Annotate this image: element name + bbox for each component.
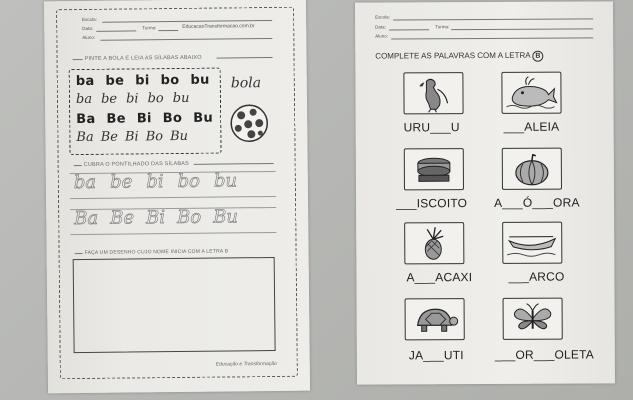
syllable: bo [160,72,180,89]
picture-boat [502,222,562,264]
syllable-upper: Ba [76,111,96,128]
picture-turtle [405,298,465,340]
right-worksheet [355,1,615,384]
instruction-text: COMPLETE AS PALAVRAS COM A LETRA [375,50,531,61]
turma-label: Turma: [435,24,450,30]
syllable-cursive: bo [147,91,164,107]
trace-syllable[interactable]: bi [146,171,164,193]
trace-syllable[interactable]: bo [177,170,201,192]
syllable-cursive: ba [75,91,93,108]
syllable-cursive-upper: Be [100,129,119,145]
syllable: be [105,73,125,89]
word-abacaxi[interactable]: A___ACAXI [406,270,473,285]
instruction-trace: CUBRA O PONTILHADO DAS SÍLABAS [83,160,190,168]
word-borboleta[interactable]: ___OR___OLETA [494,347,594,362]
syllable: ba [75,73,95,90]
syllable-cursive: bi [125,91,139,107]
ball-icon [229,103,269,143]
instruction-draw: FAÇA UM DESENHO CUJO NOME INICIA COM A LETRA B [84,248,229,256]
trace-syllable-upper[interactable]: Bo [176,206,202,228]
picture-pumpkin [502,148,562,190]
trace-syllable[interactable]: ba [73,171,97,194]
instruction-paint-read: PINTE A BOLA E LEIA AS SÍLABAS ABAIXO [84,54,202,62]
instruction-letter-badge: B [532,51,543,62]
syllable-upper: Be [106,111,126,127]
syllable-upper: Bi [136,111,152,127]
trace-syllable[interactable]: be [110,171,133,193]
turma-label: Turma: [142,25,157,31]
left-worksheet [44,0,310,393]
aluno-label: Aluno: [375,33,388,39]
syllable-cursive-upper: Ba [76,129,94,146]
word-baleia[interactable]: ___ALEIA [503,119,560,134]
syllable-cursive: be [100,91,118,107]
syllables-box [69,68,222,156]
escola-label: Escola: [82,16,97,22]
footer-credit: Educação e Transformação [215,360,277,368]
word-abobora[interactable]: A___Ó___ORA [494,195,580,210]
syllable-cursive: bu [172,90,190,107]
picture-vulture [403,72,463,114]
picture-whale [501,72,561,114]
syllable-cursive-upper: Bi [124,129,139,145]
aluno-label: Aluno: [82,34,96,40]
word-biscoito[interactable]: ___ISCOITO [396,196,468,211]
data-label: Data: [375,24,386,30]
trace-syllable[interactable]: bu [213,170,238,192]
instruction-complete [375,51,543,63]
syllable-cursive-upper: Bu [169,128,189,145]
trace-syllable-upper[interactable]: Ba [74,207,99,230]
drawing-area[interactable] [73,257,276,353]
site-label: EducacaoTransformacao.com.br [182,23,255,30]
word-jabuti[interactable]: JA___UTI [408,348,464,363]
syllable: bu [190,72,210,88]
syllable-cursive-upper: Bo [145,129,164,145]
turtle-icon [406,299,464,339]
butterfly-icon [504,299,562,339]
syllable-upper: Bo [162,110,183,127]
picture-cookie [404,148,464,190]
vulture-icon [404,73,462,113]
trace-syllable-upper[interactable]: Be [110,207,135,229]
pumpkin-icon [503,149,561,189]
picture-pineapple [404,222,464,264]
pineapple-icon [405,223,463,263]
picture-word: bola [230,75,262,92]
word-urubu[interactable]: URU___U [403,120,460,135]
syllable: bi [135,73,150,89]
trace-syllable-upper[interactable]: Bi [145,207,166,229]
word-barco[interactable]: ___ARCO [508,269,565,284]
escola-label: Escola: [375,14,390,20]
whale-icon [502,73,560,113]
picture-butterfly [503,298,563,340]
syllable-upper: Bu [193,110,214,126]
data-label: Data: [82,25,94,31]
cookie-icon [405,149,463,189]
trace-syllable-upper[interactable]: Bu [213,206,239,228]
boat-icon [503,223,561,263]
